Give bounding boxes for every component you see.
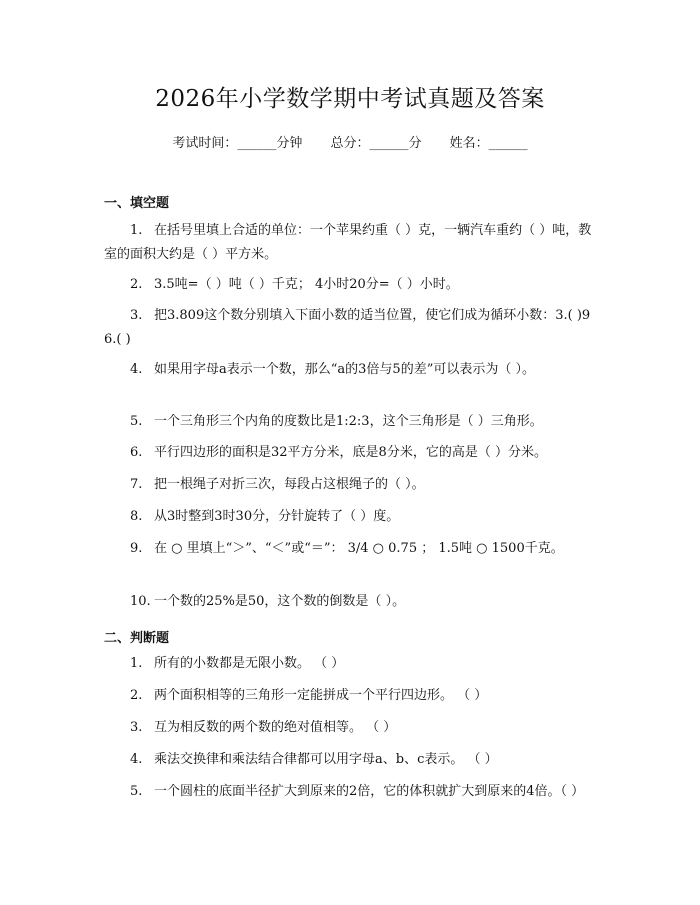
exam-meta [0, 132, 700, 151]
question-text: 把一根绳子对折三次，每段占这根绳子的（ ）。 [154, 477, 425, 492]
question-text: 把3.809这个数分别填入下面小数的适当位置，使它们成为循环小数：3.( )9 6.( ) [104, 308, 591, 347]
question-number: 10. [130, 594, 151, 609]
question-number: 3. [130, 720, 143, 735]
question-text: 在 ○ 里填上“＞”、“＜”或“＝”： 3/4 ○ 0.75 ； 1.5吨 ○ 1500千克。 [154, 541, 564, 556]
question-item [104, 590, 594, 614]
question-item [104, 684, 594, 708]
question-text: 如果用字母a表示一个数，那么“a的3倍与5的差”可以表示为（ ）。 [154, 362, 535, 377]
question-text: 一个数的25%是50，这个数的倒数是（ ）。 [154, 594, 406, 609]
question-text: 所有的小数都是无限小数。 （ ） [154, 656, 345, 671]
question-item [104, 273, 594, 297]
question-text: 一个三角形三个内角的度数比是1:2:3，这个三角形是（ ）三角形。 [154, 414, 543, 429]
page-title: 2026年小学数学期中考试真题及答案 [155, 86, 545, 112]
question-number: 4. [130, 752, 143, 767]
question-number: 3. [130, 308, 143, 323]
question-item [104, 716, 594, 740]
total-score-field: 总分：______分 [330, 136, 422, 151]
question-item [104, 304, 594, 352]
question-number: 8. [130, 509, 143, 524]
exam-time-field: 考试时间：______分钟 [172, 136, 303, 151]
question-text: 一个圆柱的底面半径扩大到原来的2倍，它的体积就扩大到原来的4倍。（ ） [154, 784, 585, 799]
question-number: 4. [130, 362, 143, 377]
question-item [104, 748, 594, 772]
question-text: 乘法交换律和乘法结合律都可以用字母a、b、c表示。 （ ） [154, 752, 498, 767]
question-number: 1. [130, 223, 143, 238]
question-number: 9. [130, 541, 143, 556]
question-number: 5. [130, 414, 143, 429]
section-heading-true-false: 二、判断题 [104, 631, 170, 646]
question-number: 2. [130, 688, 143, 703]
name-field: 姓名：______ [449, 136, 528, 151]
question-number: 6. [130, 445, 143, 460]
question-number: 5. [130, 784, 143, 799]
question-text: 从3时整到3时30分，分针旋转了（ ）度。 [154, 509, 400, 524]
question-text: 两个面积相等的三角形一定能拼成一个平行四边形。 （ ） [154, 688, 488, 703]
question-item [104, 505, 594, 529]
question-number: 2. [130, 277, 143, 292]
question-item [104, 358, 594, 382]
question-text: 3.5吨=（ ）吨（ ）千克； 4小时20分=（ ）小时。 [154, 277, 459, 292]
section-heading-fill-in: 一、填空题 [104, 196, 170, 211]
question-number: 1. [130, 656, 143, 671]
question-item [104, 219, 594, 267]
question-number: 7. [130, 477, 143, 492]
question-item [104, 652, 594, 676]
question-item [104, 473, 594, 497]
question-item [104, 537, 594, 561]
question-text: 平行四边形的面积是32平方分米，底是8分米，它的高是（ ）分米。 [154, 445, 547, 460]
question-item [104, 441, 594, 465]
question-item [104, 410, 594, 434]
question-item [104, 780, 594, 804]
question-text: 在括号里填上合适的单位：一个苹果约重（ ）克，一辆汽车重约（ ）吨，教室的面积大约是（ ）平方米。 [104, 223, 592, 262]
question-text: 互为相反数的两个数的绝对值相等。 （ ） [154, 720, 397, 735]
